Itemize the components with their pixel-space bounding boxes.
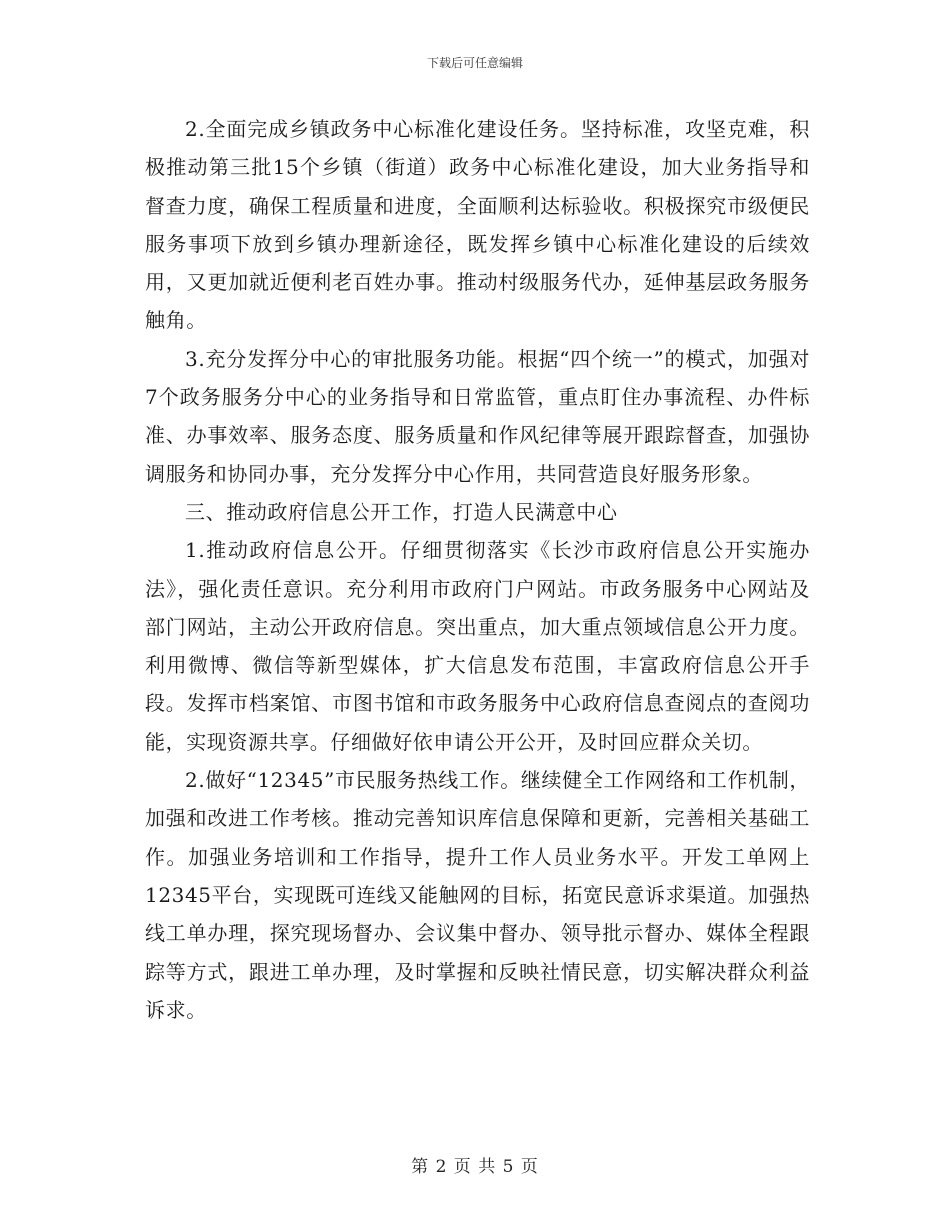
document-body [145, 110, 810, 1029]
page-number-footer: 第 2 页 共 5 页 [411, 1157, 539, 1177]
paragraph-hotline-12345: 2.做好“12345”市民服务热线工作。继续健全工作网络和工作机制，加强和改进工作考核。推动完善知识库信息保障和更新，完善相关基础工作。加强业务培训和工作指导，提升工作人员业务水平。开发工单网上12345平台，实现既可连线又能触网的目标，拓宽民意诉求渠道。加强热线工单办理，探究现场督办、会议集中督办、领导批示督办、媒体全程跟踪等方式，跟进工单办理，及时掌握和反映社情民意，切实解决群众利益诉求。 [145, 768, 810, 1022]
paragraph-township-center-standardization: 2.全面完成乡镇政务中心标准化建设任务。坚持标准，攻坚克难，积极推动第三批15个乡镇（街道）政务中心标准化建设，加大业务指导和督查力度，确保工程质量和进度，全面顺利达标验收。积极探究市级便民服务事项下放到乡镇办理新途径，既发挥乡镇中心标准化建设的后续效用，又更加就近便利老百姓办事。推动村级服务代办，延伸基层政务服务触角。 [145, 117, 810, 333]
section-heading-info-disclosure: 三、推动政府信息公开工作，打造人民满意中心 [185, 499, 618, 524]
paragraph-sub-center-approval: 3.充分发挥分中心的审批服务功能。根据“四个统一”的模式，加强对7个政务服务分中心的业务指导和日常监管，重点盯住办事流程、办件标准、办事效率、服务态度、服务质量和作风纪律等展开跟踪督查，加强协调服务和协同办事，充分发挥分中心作用，共同营造良好服务形象。 [145, 346, 810, 486]
paragraph-info-disclosure: 1.推动政府信息公开。仔细贯彻落实《长沙市政府信息公开实施办法》，强化责任意识。充分利用市政府门户网站。市政务服务中心网站及部门网站，主动公开政府信息。突出重点，加大重点领域信息公开力度。利用微博、微信等新型媒体，扩大信息发布范围，丰富政府信息公开手段。发挥市档案馆、市图书馆和市政务服务中心政府信息查阅点的查阅功能，实现资源共享。仔细做好依申请公开公开，及时回应群众关切。 [145, 538, 810, 754]
page-header: 下载后可任意编辑 [426, 56, 523, 70]
